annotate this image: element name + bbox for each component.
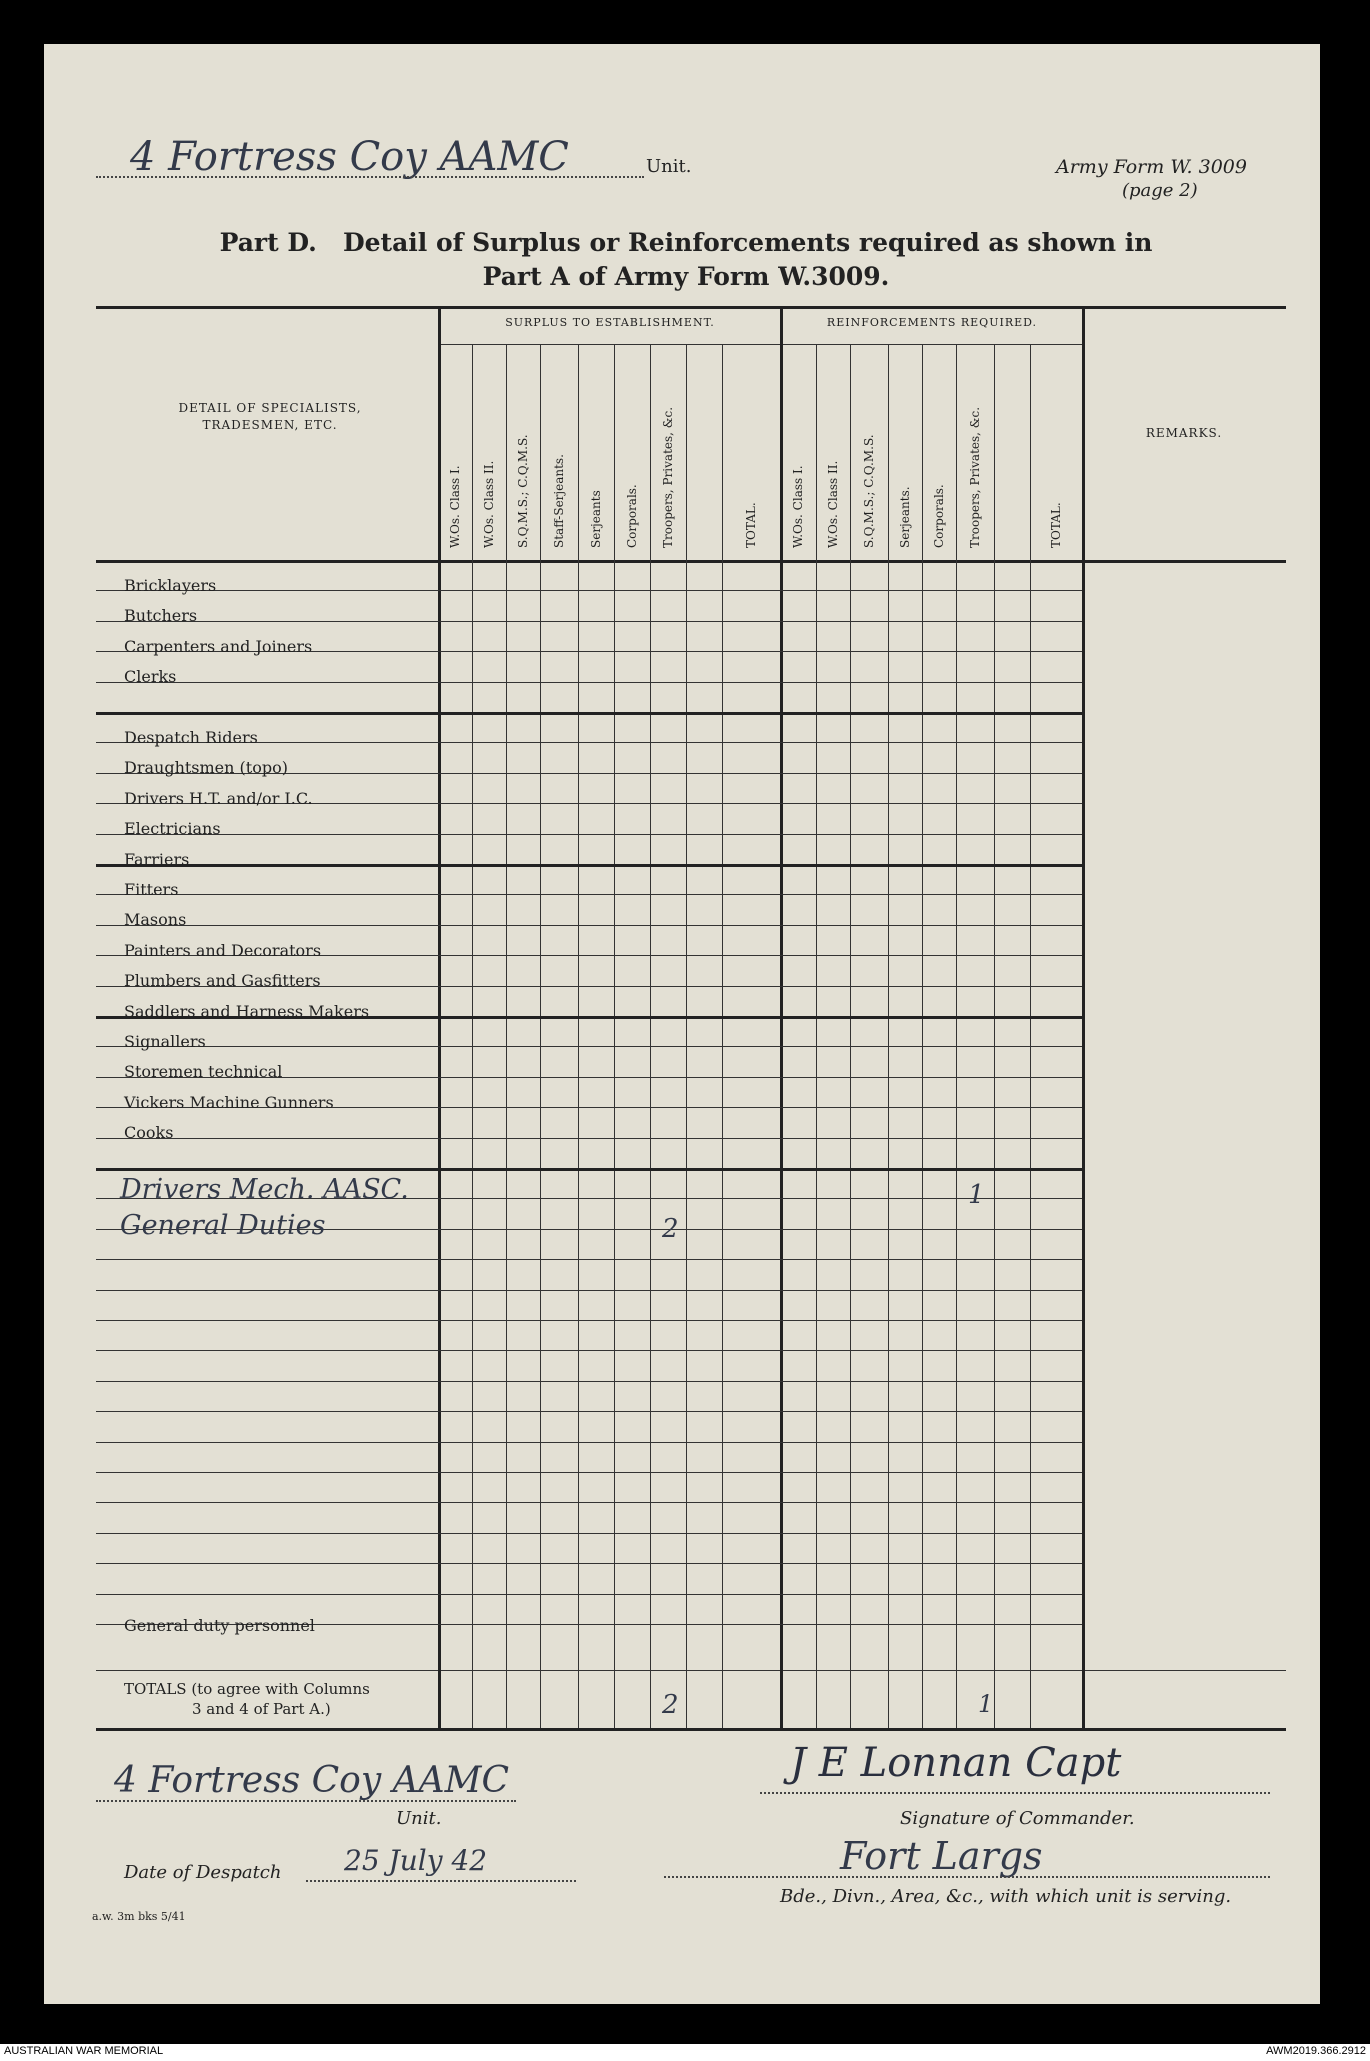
row-label: Carpenters and Joiners [124,637,313,656]
row-line [96,1046,1082,1047]
date-label: Date of Despatch [124,1862,282,1883]
remarks-header: REMARKS. [1145,426,1223,440]
column-divider [650,344,651,1728]
reinf-column-7: TOTAL. [1049,502,1063,548]
row-label: Masons [124,910,187,929]
row-label: Vickers Machine Gunners [124,1093,334,1112]
date-line [306,1880,576,1882]
area-line [664,1876,1270,1878]
totals-label-2: 3 and 4 of Part A.) [192,1700,331,1718]
row-line [96,682,1082,683]
row-line [96,1138,1082,1139]
column-divider [956,344,957,1728]
column-divider [614,344,615,1728]
area-handwritten: Fort Largs [840,1834,1043,1878]
row-line [96,1259,1082,1260]
column-divider [472,344,473,1728]
row-line [96,1290,1082,1291]
unit-label: Unit. [646,156,692,177]
row-label: Storemen technical [124,1062,283,1081]
signature-handwritten: J E Lonnan Capt [790,1740,1122,1786]
row-line [96,864,1082,867]
surplus-column-3: Staff-Serjeants. [552,454,566,548]
surplus-column-4: Serjeants [589,490,603,548]
reinf-column-4: Corporals. [932,484,946,548]
row-label: Signallers [124,1032,206,1051]
unit-handwritten: 4 Fortress Coy AAMC [130,134,569,180]
row-line [96,1533,1082,1534]
column-divider [506,344,507,1728]
row-label: Cooks [124,1123,174,1142]
column-divider [888,344,889,1728]
reinf-column-1: W.Os. Class II. [826,460,840,548]
footer-unit-label: Unit. [396,1808,442,1829]
reinf-column-5: Troopers, Privates, &c. [968,406,982,548]
surplus-column-0: W.Os. Class I. [448,465,462,548]
row-label-general-duty: General duty personnel [124,1616,315,1635]
table-header-border [96,560,1286,563]
surplus-column-6: Troopers, Privates, &c. [661,406,675,548]
detail-header: DETAIL OF SPECIALISTS, TRADESMEN, ETC. [178,401,362,432]
row-label: Fitters [124,880,179,899]
date-handwritten: 25 July 42 [344,1844,488,1877]
column-divider [722,344,723,1728]
surplus-header: SURPLUS TO ESTABLISHMENT. [505,316,715,329]
form-title [96,226,1276,294]
row-line [96,1502,1082,1503]
unit-dotted-line [96,176,644,178]
totals-top-border [96,1670,1286,1671]
row-line [96,1411,1082,1412]
row-line [96,1168,1082,1171]
group-header-divider [438,344,1082,345]
row-label: Electricians [124,819,221,838]
entry-general-surplus: 2 [662,1214,679,1244]
row-label: Butchers [124,606,198,625]
column-divider [578,344,579,1728]
footer-unit-handwritten: 4 Fortress Coy AAMC [114,1760,510,1801]
signature-line [760,1792,1270,1794]
total-surplus: 2 [662,1690,679,1720]
row-line [96,925,1082,926]
reinforcements-header: REINFORCEMENTS REQUIRED. [826,316,1038,329]
row-line [96,1350,1082,1351]
handwritten-row-general: General Duties [120,1210,326,1241]
area-label: Bde., Divn., Area, &c., with which unit is serving. [780,1886,1232,1907]
row-line [96,1472,1082,1473]
row-label: Farriers [124,850,190,869]
row-label: Drivers H.T. and/or I.C. [124,789,313,808]
table-top-border [96,306,1286,309]
totals-label-1: TOTALS (to agree with Columns [124,1680,370,1698]
column-divider [686,344,687,1728]
row-line [96,834,1082,835]
row-label: Despatch Riders [124,728,258,747]
row-line [96,1381,1082,1382]
row-label: Clerks [124,667,177,686]
reinf-column-0: W.Os. Class I. [791,465,805,548]
signature-label: Signature of Commander. [900,1808,1135,1829]
row-label: Bricklayers [124,576,217,595]
column-divider [1030,344,1031,1728]
row-line [96,894,1082,895]
row-line [96,1594,1082,1595]
surplus-column-5: Corporals. [625,484,639,548]
column-divider [816,344,817,1728]
column-divider [922,344,923,1728]
row-line [96,621,1082,622]
archive-name: AUSTRALIAN WAR MEMORIAL [4,2045,164,2057]
row-label: Saddlers and Harness Makers [124,1002,370,1021]
row-line [96,712,1082,715]
table-bottom-border [96,1728,1286,1731]
column-divider [540,344,541,1728]
archive-id: AWM2019.366.2912 [1266,2045,1366,2057]
form-name: Army Form W. 3009 [1056,156,1247,178]
print-code: a.w. 3m bks 5/41 [92,1910,186,1923]
row-line [96,590,1082,591]
column-divider [850,344,851,1728]
page-ref: (page 2) [1122,180,1198,201]
row-line [96,1563,1082,1564]
entry-drivers-reinf: 1 [968,1180,985,1210]
reinf-column-2: S.Q.M.S.; C.Q.M.S. [862,434,876,548]
surplus-column-8: TOTAL. [744,502,758,548]
reinf-column-3: Serjeants. [898,486,912,548]
row-line [96,1442,1082,1443]
surplus-column-2: S.Q.M.S.; C.Q.M.S. [516,434,530,548]
surplus-column-1: W.Os. Class II. [482,460,496,548]
handwritten-row-drivers: Drivers Mech. AASC. [120,1174,409,1205]
column-divider [1082,306,1085,1728]
column-divider [994,344,995,1728]
title-line-1: Part D. Detail of Surplus or Reinforcements required as shown in [219,228,1153,257]
row-line [96,1320,1082,1321]
row-label: Draughtsmen (topo) [124,758,288,777]
total-reinf: 1 [978,1690,994,1718]
row-label: Painters and Decorators [124,941,322,960]
row-label: Plumbers and Gasfitters [124,971,321,990]
archive-bar [0,2044,1370,2061]
title-line-2: Part A of Army Form W.3009. [482,262,890,291]
footer-unit-line [96,1800,516,1802]
